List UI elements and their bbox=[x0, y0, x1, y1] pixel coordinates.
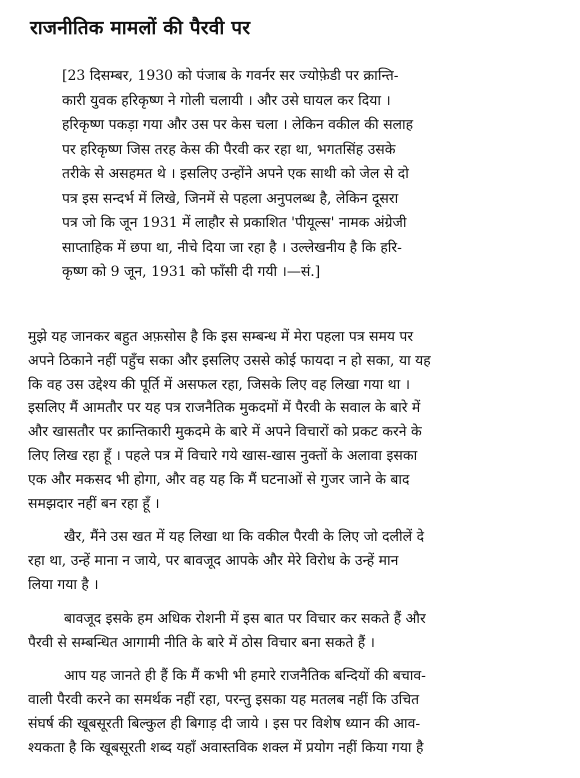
page-heading: राजनीतिक मामलों की पैरवी पर bbox=[30, 17, 251, 39]
paragraph-line: मुझे यह जानकर बहुत अफ़सोस है कि इस सम्बन्ध में मेरा पहला पत्र समय पर bbox=[28, 329, 414, 345]
paragraph-line: श्यकता है कि खूबसूरती शब्द यहाँ अवास्तविक शक्ल में प्रयोग नहीं किया गया है bbox=[28, 739, 424, 756]
paragraph bbox=[28, 608, 563, 656]
letter-body bbox=[28, 326, 563, 761]
editor-note bbox=[62, 64, 562, 285]
editor-note-line: कृष्ण को 9 जून, 1931 को फाँसी दी गयी ।—सं.] bbox=[62, 264, 321, 280]
paragraph bbox=[28, 665, 563, 760]
editor-note-line: हरिकृष्ण पकड़ा गया और उस पर केस चला । लेकिन वकील की सलाह bbox=[62, 117, 414, 133]
editor-note-line: पर हरिकृष्ण जिस तरह केस की पैरवी कर रहा था, भगतसिंह उसके bbox=[62, 141, 396, 158]
editor-note-line: तरीके से असहमत थे । इसलिए उन्होंने अपने एक साथी को जेल से दो bbox=[62, 166, 409, 182]
editor-note-line: [23 दिसम्बर, 1930 को पंजाब के गवर्नर सर ज्योफ़ेडी पर क्रान्ति- bbox=[62, 68, 399, 84]
paragraph-line: लिए लिख रहा हूँ । पहले पत्र में विचारे गये खास-खास नुक्तों के अलावा इसका bbox=[28, 447, 418, 464]
paragraph-line: कि वह उस उद्देश्य की पूर्ति में असफल रहा, जिसके लिए वह लिखा गया था । bbox=[28, 376, 411, 393]
paragraph-line: लिया गया है । bbox=[28, 576, 99, 593]
paragraph-line: और खासतौर पर क्रान्तिकारी मुकदमे के बारे में अपने विचारों को प्रकट करने के bbox=[28, 424, 422, 441]
paragraph-line: अपने ठिकाने नहीं पहुँच सका और इसलिए उससे कोई फायदा न हो सका, या यह bbox=[28, 352, 431, 369]
paragraph-line: खैर, मैंने उस खत में यह लिखा था कि वकील पैरवी के लिए जो दलीलें दे bbox=[64, 529, 425, 546]
editor-note-line: पत्र इस सन्दर्भ में लिखे, जिनमें से पहला अनुपलब्ध है, लेकिन दूसरा bbox=[62, 190, 399, 207]
editor-note-line: कारी युवक हरिकृष्ण ने गोली चलायी । और उसे घायल कर दिया । bbox=[62, 92, 391, 109]
paragraph-line: आप यह जानते ही हैं कि मैं कभी भी हमारे राजनैतिक बन्दियों की बचाव- bbox=[64, 668, 426, 685]
paragraph-line: बावजूद इसके हम अधिक रोशनी में इस बात पर विचार कर सकते हैं और bbox=[64, 610, 426, 627]
paragraph-line: वाली पैरवी करने का समर्थक नहीं रहा, परन्तु इसका यह मतलब नहीं कि उचित bbox=[28, 692, 420, 709]
paragraph-line: पैरवी से सम्बन्धित आगामी नीति के बारे में ठोस विचार बना सकते हैं । bbox=[28, 634, 375, 651]
paragraph-line: रहा था, उन्हें माना न जाये, पर बावजूद आपके और मेरे विरोध के उन्हें मान bbox=[28, 553, 399, 570]
editor-note-line: साप्ताहिक में छपा था, नीचे दिया जा रहा है । उल्लेखनीय है कि हरि- bbox=[62, 239, 402, 256]
paragraph bbox=[28, 326, 563, 516]
paragraph-line: समझदार नहीं बन रहा हूँ । bbox=[28, 495, 160, 512]
editor-note-line: पत्र जो कि जून 1931 में लाहौर से प्रकाशित 'पीयूल्स' नामक अंग्रेजी bbox=[62, 215, 407, 231]
paragraph-line: संघर्ष की खूबसूरती बिल्कुल ही बिगाड़ दी जाये । इस पर विशेष ध्यान की आव- bbox=[28, 715, 421, 732]
paragraph-line: एक और मकसद भी होगा, और वह यह कि मैं घटनाओं से गुजर जाने के बाद bbox=[28, 471, 410, 488]
paragraph bbox=[28, 526, 563, 597]
paragraph-line: इसलिए मैं आमतौर पर यह पत्र राजनैतिक मुकदमों में पैरवी के सवाल के बारे में bbox=[28, 400, 421, 417]
